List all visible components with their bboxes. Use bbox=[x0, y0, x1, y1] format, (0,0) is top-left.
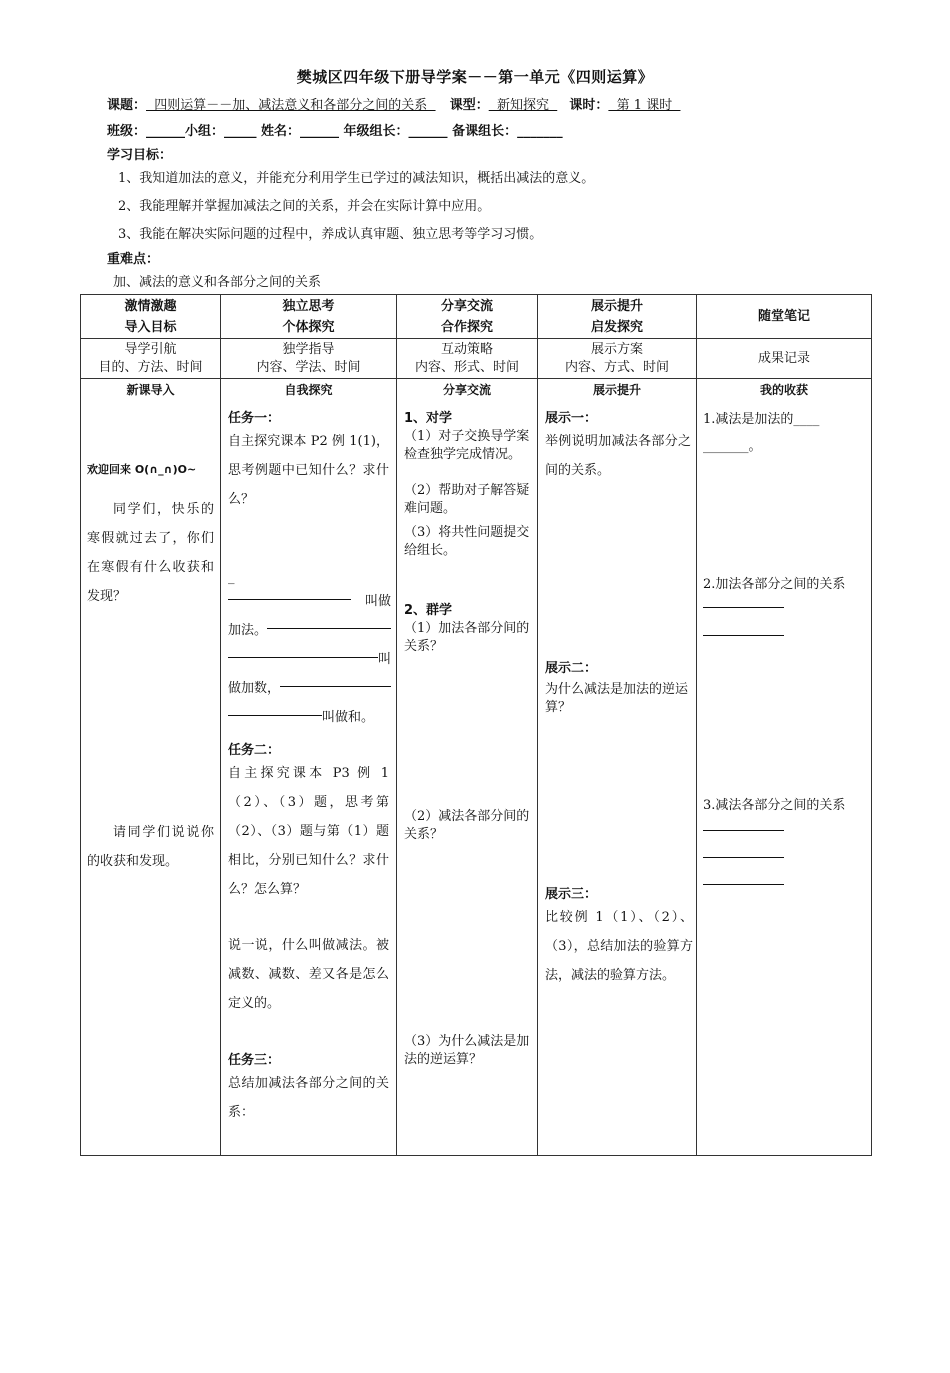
subheader-share: 互动策略 内容、形式、时间 bbox=[397, 339, 538, 379]
note-3-blank-2[interactable] bbox=[703, 845, 784, 858]
type-value: 新知探究 bbox=[488, 98, 558, 113]
caption-share: 分享交流 bbox=[442, 383, 491, 397]
blank[interactable] bbox=[228, 587, 351, 600]
cell-self-study bbox=[221, 379, 397, 1156]
show2-text: 为什么减法是加法的逆运算？ bbox=[545, 682, 689, 715]
show2-title: 展示二： bbox=[545, 661, 598, 676]
period-label: 课时： bbox=[569, 98, 609, 113]
cell-share bbox=[397, 379, 538, 1156]
task2-title: 任务二： bbox=[228, 743, 281, 758]
group-question-2: （2）减法各部分间的关系？ bbox=[404, 809, 530, 842]
note-2-title: 2.加法各部分之间的关系 bbox=[703, 577, 846, 592]
task3-text: 总结加减法各部分之间的关系： bbox=[228, 1076, 389, 1120]
task1-title: 任务一： bbox=[228, 411, 281, 426]
caption-self-study: 自我探究 bbox=[284, 383, 333, 397]
goals-label: 学习目标： bbox=[107, 148, 173, 163]
note-2-blank-1[interactable] bbox=[703, 595, 784, 608]
group-question-3: （3）为什么减法是加法的逆运算？ bbox=[404, 1034, 530, 1067]
welcome-text: 欢迎回来 O(∩_∩)O~ bbox=[87, 463, 197, 476]
group-question-1: （1）加法各部分间的关系？ bbox=[404, 621, 530, 654]
goal-item-2: 2、我能理解并掌握加减法之间的关系，并会在实际计算中应用。 bbox=[118, 199, 491, 214]
header-self-study: 独立思考 个体探究 bbox=[221, 295, 397, 339]
addition-definition-fill: 叫做 加法。 叫 做加数， 叫做和。 bbox=[228, 587, 391, 732]
table-subheader-row bbox=[81, 339, 872, 379]
key-points-label: 重难点： bbox=[107, 252, 160, 267]
header-show: 展示提升 启发探究 bbox=[538, 295, 697, 339]
goal-item-3: 3、我能在解决实际问题的过程中，养成认真审题、独立思考等学习习惯。 bbox=[118, 227, 543, 242]
talk-prompt: 说一说，什么叫做减法。被减数、减数、差又各是怎么定义的。 bbox=[228, 938, 389, 1011]
subheader-show: 展示方案 内容、方式、时间 bbox=[538, 339, 697, 379]
document-title: 樊城区四年级下册导学案－－第一单元《四则运算》 bbox=[296, 68, 654, 86]
guide-table bbox=[80, 294, 872, 1156]
type-label: 课型： bbox=[449, 98, 489, 113]
blank[interactable] bbox=[228, 703, 322, 716]
task3-title: 任务三： bbox=[228, 1053, 281, 1068]
note-2-blank-2[interactable] bbox=[703, 623, 784, 636]
note-1-line-a: 1.减法是加法的____ bbox=[703, 412, 820, 427]
blank[interactable] bbox=[228, 645, 378, 658]
cell-show bbox=[538, 379, 697, 1156]
task1-text: 自主探究课本 P2 例 1(1)，思考例题中已知什么？求什么？ bbox=[228, 434, 389, 507]
cell-intro bbox=[81, 379, 221, 1156]
period-value: 第 1 课时 bbox=[608, 98, 681, 113]
table-body-row bbox=[81, 379, 872, 1156]
class-info-line: 班级：______小组：_____ 姓名：______ 年级组长：______ 备课组长：_______ bbox=[107, 124, 563, 139]
show1-text: 举例说明加减法各部分之间的关系。 bbox=[545, 434, 691, 478]
goal-item-1: 1、我知道加法的意义，并能充分利用学生已学过的减法知识，概括出减法的意义。 bbox=[118, 171, 595, 186]
topic-value: 四则运算－－加、减法意义和各部分之间的关系 bbox=[146, 98, 436, 113]
header-share: 分享交流 合作探究 bbox=[397, 295, 538, 339]
task2-text: 自主探究课本 P3 例 1（2）、（3）题，思考第（2）、（3）题与第（1）题相比，分别已知什么？求什么？怎么算？ bbox=[228, 766, 389, 897]
topic-label: 课题： bbox=[107, 98, 147, 113]
intro-prompt: 请同学们说说你的收获和发现。 bbox=[87, 825, 214, 869]
header-intro: 激情激趣 导入目标 bbox=[81, 295, 221, 339]
note-3-title: 3.减法各部分之间的关系 bbox=[703, 798, 846, 813]
subheader-self-study: 独学指导 内容、学法、时间 bbox=[221, 339, 397, 379]
key-points-text: 加、减法的意义和各部分之间的关系 bbox=[113, 275, 322, 290]
caption-show: 展示提升 bbox=[592, 383, 641, 397]
note-1-line-b: _______。 bbox=[703, 439, 762, 454]
pair-step-3: （3）将共性问题提交给组长。 bbox=[404, 525, 530, 558]
blank[interactable] bbox=[280, 674, 391, 687]
topic-line bbox=[107, 94, 680, 113]
group-study-heading: 2、群学 bbox=[404, 603, 453, 618]
caption-notes: 我的收获 bbox=[759, 383, 808, 397]
dash-mark: _ bbox=[228, 570, 235, 585]
blank[interactable] bbox=[267, 616, 391, 629]
pair-step-2: （2）帮助对子解答疑难问题。 bbox=[404, 483, 530, 516]
intro-paragraph: 同学们，快乐的寒假就过去了，你们在寒假有什么收获和发现？ bbox=[87, 502, 214, 604]
caption-intro: 新课导入 bbox=[126, 383, 175, 397]
header-notes: 随堂笔记 bbox=[697, 295, 872, 339]
note-3-blank-1[interactable] bbox=[703, 818, 784, 831]
show3-title: 展示三： bbox=[545, 887, 598, 902]
subheader-intro: 导学引航 目的、方法、时间 bbox=[81, 339, 221, 379]
pair-study-heading: 1、对学 bbox=[404, 411, 453, 426]
show3-text: 比较例 1（1）、（2）、（3），总结加法的验算方法，减法的验算方法。 bbox=[545, 910, 693, 983]
table-header-row bbox=[81, 295, 872, 339]
cell-notes bbox=[697, 379, 872, 1156]
note-3-blank-3[interactable] bbox=[703, 872, 784, 885]
pair-step-1: （1）对子交换导学案检查独学完成情况。 bbox=[404, 429, 530, 462]
subheader-notes: 成果记录 bbox=[697, 339, 872, 379]
show1-title: 展示一： bbox=[545, 411, 598, 426]
